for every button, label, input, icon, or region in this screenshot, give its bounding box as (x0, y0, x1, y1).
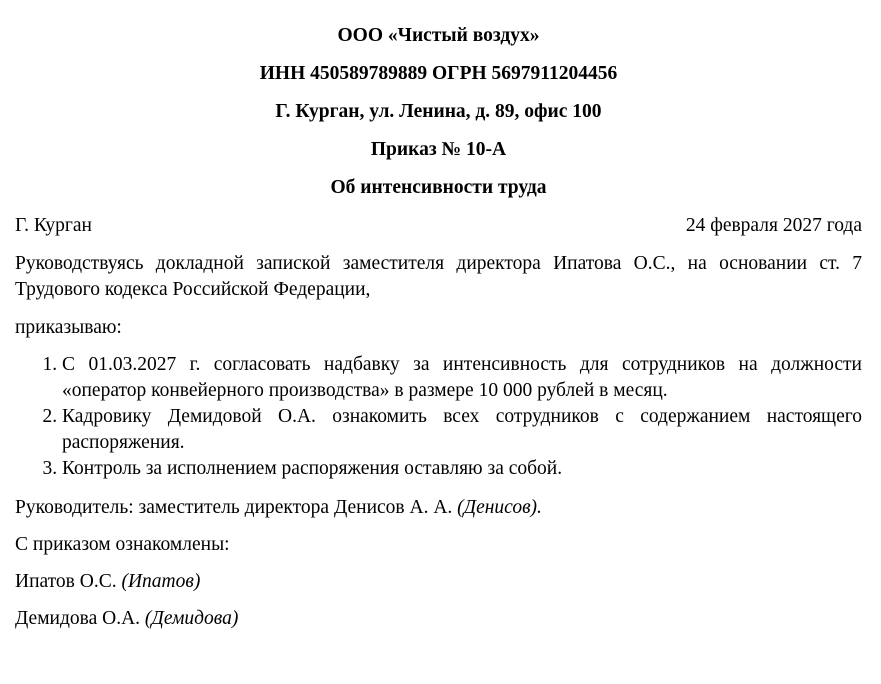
org-ids: ИНН 450589789889 ОГРН 5697911204456 (259, 63, 618, 84)
person-sign: (Ипатов) (121, 571, 201, 592)
signature-line (15, 495, 862, 521)
list-item: 3. Контроль за исполнением распоряжения оставляю за собой. (62, 456, 862, 482)
org-name: ООО «Чистый воздух» (337, 25, 540, 46)
org-address: Г. Курган, ул. Ленина, д. 89, офис 100 (275, 101, 602, 122)
list-item: 1. С 01.03.2027 г. согласовать надбавку за интенсивность для сотрудников на должности «оператор конвейерного производства» в размере 10 000 рублей в месяц. (62, 352, 862, 404)
list-item: 2. Кадровику Демидовой О.А. ознакомить всех сотрудников с содержанием настоящего распоряжения. (62, 404, 862, 456)
person-name: Демидова О.А. (15, 608, 141, 629)
signature-label: Руководитель: заместитель директора Денисов А. А. (15, 497, 453, 518)
order-number: Приказ № 10-А (370, 139, 507, 160)
order-items (15, 352, 862, 482)
acknowledged-person (15, 569, 862, 595)
order-city: Г. Курган (15, 215, 92, 236)
order-date: 24 февраля 2027 года (685, 215, 862, 236)
acknowledged-title: С приказом ознакомлены: (15, 534, 230, 555)
preamble: Руководствуясь докладной запиской заместителя директора Ипатова О.С., на основании ст. 7 Трудового кодекса Российской Федерации, (15, 253, 862, 300)
person-sign: (Демидова) (144, 608, 239, 629)
signature-sign: (Денисов). (457, 497, 542, 518)
place-date-row (15, 213, 862, 239)
person-name: Ипатов О.С. (15, 571, 117, 592)
command: приказываю: (15, 317, 122, 338)
document-page (0, 23, 881, 684)
acknowledged-person (15, 606, 862, 632)
order-subject: Об интенсивности труда (330, 177, 547, 198)
